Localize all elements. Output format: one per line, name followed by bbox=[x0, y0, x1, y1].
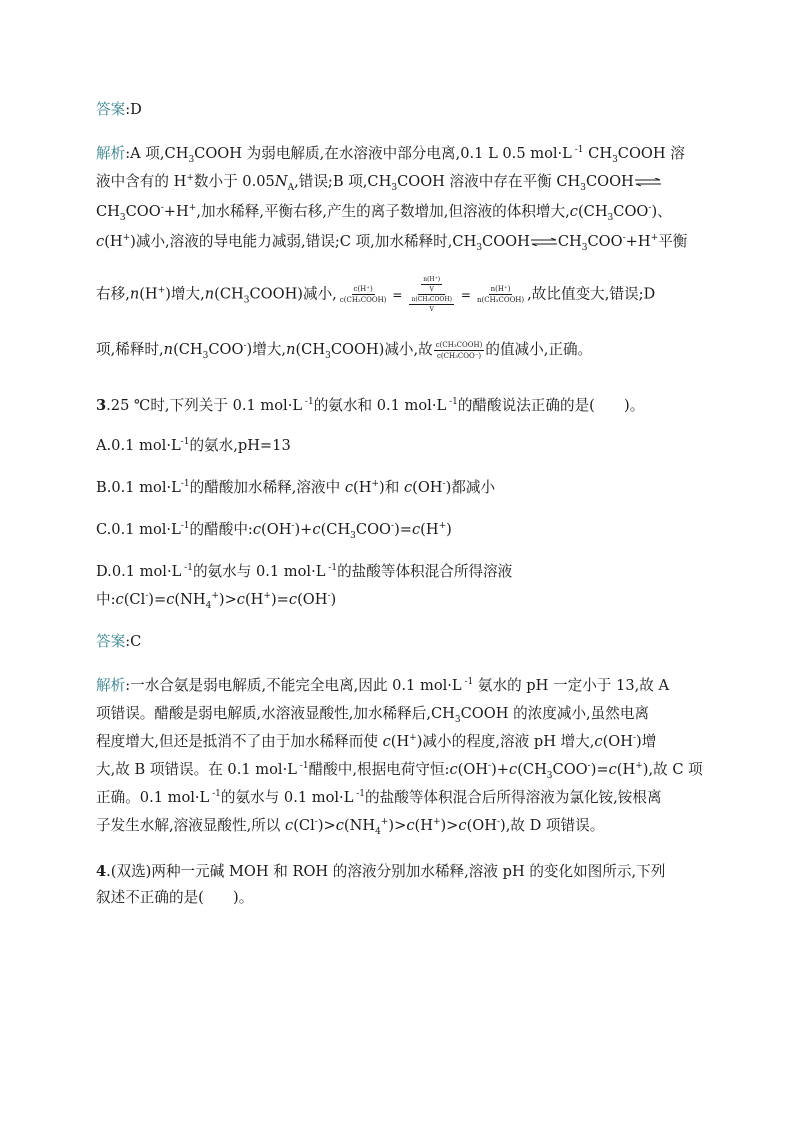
text: )和 bbox=[379, 479, 404, 496]
text: (H bbox=[353, 479, 372, 496]
text: .(双选)两种一元碱 MOH 和 ROH 的溶液分别加水稀释,溶液 pH 的变化如图所示,下列 bbox=[106, 863, 666, 880]
answer-value: :C bbox=[125, 633, 142, 650]
text: 大,故 B 项错误。在 0.1 mol·L bbox=[96, 761, 297, 778]
analysis-label: 解析 bbox=[96, 677, 126, 694]
text: (OH bbox=[466, 817, 497, 834]
sup: + bbox=[409, 733, 417, 744]
text: (OH bbox=[412, 479, 443, 496]
text: CH bbox=[96, 203, 120, 220]
text: 的醋酸加水稀释,溶液中 bbox=[189, 479, 345, 496]
text: )减小的程度,溶液 pH 增大, bbox=[416, 733, 595, 750]
text: :A 项,CH bbox=[125, 145, 189, 162]
text: 的氨水与 0.1 mol·L bbox=[192, 563, 326, 580]
text: c bbox=[594, 733, 603, 750]
text: 叙述不正确的是( )。 bbox=[96, 889, 254, 906]
q3-option-d-cont bbox=[96, 590, 336, 610]
sub: 4 bbox=[205, 600, 212, 611]
sup: - bbox=[442, 479, 446, 490]
sub: 3 bbox=[607, 212, 614, 223]
numerator: c(H⁺) bbox=[353, 285, 373, 293]
text: )+ bbox=[491, 761, 510, 778]
text: c bbox=[115, 591, 124, 608]
q3-analysis-line-4 bbox=[96, 760, 703, 780]
sup: -1 bbox=[180, 479, 190, 490]
text: c bbox=[288, 591, 298, 608]
inner-fraction bbox=[421, 276, 442, 293]
sub: 3 bbox=[188, 154, 195, 165]
text: (H bbox=[414, 817, 433, 834]
text: n bbox=[163, 341, 174, 358]
q2-analysis-line-4 bbox=[96, 232, 687, 252]
text: 平衡 bbox=[658, 233, 688, 250]
text: )= bbox=[148, 591, 167, 608]
text: 程度增大,但还是抵消不了由于加水稀释而使 bbox=[96, 733, 383, 750]
text: COOH 为弱电解质,在水溶液中部分电离,0.1 L 0.5 mol·L bbox=[194, 145, 572, 162]
text: (OH bbox=[297, 591, 328, 608]
q3-analysis-line-2 bbox=[96, 704, 649, 724]
fraction-4 bbox=[434, 341, 485, 360]
question-number: 3 bbox=[96, 397, 107, 414]
sup: -1 bbox=[325, 563, 338, 574]
text: COO bbox=[613, 203, 649, 220]
text: )> bbox=[440, 817, 459, 834]
answer-label: 答案 bbox=[96, 101, 126, 118]
denominator bbox=[406, 295, 456, 313]
text: )、 bbox=[651, 203, 672, 220]
sup: - bbox=[587, 761, 591, 772]
text: 正确。0.1 mol·L bbox=[96, 789, 210, 806]
denominator: n(CH₃COOH) bbox=[476, 296, 525, 304]
text: (H bbox=[139, 285, 158, 303]
text: n bbox=[204, 285, 215, 303]
sub: 3 bbox=[202, 350, 209, 361]
text: A.0.1 mol·L bbox=[96, 437, 181, 454]
text: )> bbox=[218, 591, 237, 608]
q3-option-d bbox=[96, 562, 512, 582]
text: B.0.1 mol·L bbox=[96, 479, 181, 496]
text: ),故 C 项 bbox=[642, 761, 703, 778]
text: c bbox=[335, 817, 344, 834]
sup: -1 bbox=[180, 521, 190, 532]
sup: + bbox=[186, 173, 194, 184]
q2-answer-line bbox=[96, 100, 142, 120]
text: (CH bbox=[295, 341, 326, 358]
text: )增大, bbox=[246, 341, 287, 358]
text: ,加水稀释,平衡右移,产生的离子数增加,但溶液的体积增大, bbox=[196, 203, 570, 220]
q3-option-a bbox=[96, 436, 291, 456]
equals: = bbox=[460, 287, 471, 302]
text: c bbox=[403, 479, 413, 496]
q2-analysis-line-1 bbox=[96, 144, 685, 164]
text: )增大, bbox=[165, 285, 205, 303]
sup: -1 bbox=[353, 789, 366, 800]
text: (CH bbox=[214, 285, 244, 303]
q2-analysis-line-6 bbox=[96, 338, 592, 362]
text: c bbox=[344, 479, 354, 496]
fraction-3 bbox=[475, 285, 526, 304]
q3-answer-line bbox=[96, 632, 141, 652]
sup: + bbox=[157, 285, 166, 296]
sup: - bbox=[243, 341, 247, 352]
sup: + bbox=[635, 761, 643, 772]
sup: -1 bbox=[302, 397, 314, 408]
text: COO bbox=[587, 233, 623, 250]
sup: + bbox=[263, 591, 271, 602]
sup: + bbox=[380, 817, 389, 828]
text: )减小,溶液的导电能力减弱,错误;C 项,加水稀释时,CH bbox=[130, 233, 477, 250]
text: c bbox=[166, 591, 175, 608]
text: COOH)减小, bbox=[249, 285, 337, 303]
text: CH bbox=[557, 233, 582, 250]
sup: -1 bbox=[209, 789, 221, 800]
sup: + bbox=[438, 521, 447, 532]
sup: - bbox=[622, 233, 626, 244]
text: COO bbox=[552, 761, 588, 778]
text: 子发生水解,溶液显酸性,所以 bbox=[96, 817, 286, 834]
sub: 3 bbox=[243, 295, 250, 306]
sup: - bbox=[488, 761, 492, 772]
text: 中: bbox=[96, 591, 116, 608]
denominator: V bbox=[429, 306, 434, 313]
q3-analysis-line-5 bbox=[96, 788, 662, 808]
equals: = bbox=[392, 287, 403, 302]
sub: 3 bbox=[581, 242, 588, 253]
avogadro: N bbox=[274, 173, 288, 190]
q3-option-c bbox=[96, 520, 452, 540]
sup: - bbox=[327, 591, 331, 602]
text: COO bbox=[208, 341, 244, 358]
sup: - bbox=[291, 521, 295, 532]
text: c bbox=[285, 817, 294, 834]
q3-analysis-line-6 bbox=[96, 816, 604, 836]
text: (CH bbox=[320, 521, 351, 538]
text: c bbox=[96, 233, 105, 250]
text: c bbox=[569, 203, 578, 220]
sub: 3 bbox=[325, 350, 331, 361]
text: 的氨水,pH=13 bbox=[189, 437, 291, 454]
text: (CH bbox=[577, 203, 608, 220]
text: c bbox=[252, 521, 262, 538]
numerator bbox=[418, 276, 445, 295]
text: (H bbox=[420, 521, 439, 538]
text: .25 ℃时,下列关于 0.1 mol·L bbox=[106, 397, 303, 414]
q3-option-b bbox=[96, 478, 495, 498]
text: c bbox=[406, 817, 415, 834]
sup: + bbox=[371, 479, 379, 490]
text: (H bbox=[390, 733, 410, 750]
equilibrium-arrow-icon bbox=[531, 238, 557, 246]
sup: + bbox=[432, 817, 441, 828]
q3-analysis-line-3 bbox=[96, 732, 656, 752]
sup: + bbox=[650, 233, 659, 244]
text: c bbox=[382, 733, 391, 750]
sup: - bbox=[648, 203, 652, 214]
text: )> bbox=[317, 817, 336, 834]
q4-stem-line-2 bbox=[96, 888, 253, 908]
text: 的氨水与 0.1 mol·L bbox=[220, 789, 354, 806]
sup: -1 bbox=[181, 563, 193, 574]
text: n bbox=[286, 341, 296, 358]
text: 的醋酸中: bbox=[189, 521, 253, 538]
sup: + bbox=[122, 233, 131, 244]
text: 的醋酸说法正确的是( )。 bbox=[457, 397, 645, 414]
text: COOH bbox=[482, 233, 530, 250]
text: 液中含有的 H bbox=[96, 173, 187, 190]
text: ) bbox=[446, 521, 452, 538]
text: COOH 溶 bbox=[617, 145, 685, 162]
text: c bbox=[449, 761, 458, 778]
text: COOH 的浓度减小,虽然电离 bbox=[460, 705, 650, 722]
text: (H bbox=[616, 761, 636, 778]
sub: 3 bbox=[546, 770, 553, 781]
text: ),故 D 项错误。 bbox=[500, 817, 605, 834]
text: :一水合氨是弱电解质,不能完全电离,因此 0.1 mol·L bbox=[125, 677, 462, 694]
text: (OH bbox=[261, 521, 292, 538]
text: 右移, bbox=[96, 285, 130, 303]
q3-stem bbox=[96, 396, 644, 416]
text: +H bbox=[625, 233, 651, 250]
text: COOH)减小,故 bbox=[330, 341, 433, 358]
text: ,故比值变大,错误;D bbox=[527, 285, 656, 303]
q2-analysis-line-5 bbox=[96, 276, 655, 313]
text: )= bbox=[394, 521, 412, 538]
inner-fraction bbox=[409, 296, 453, 313]
sub: A bbox=[287, 182, 295, 193]
sup: + bbox=[211, 591, 219, 602]
text: )> bbox=[388, 817, 407, 834]
text: (Cl bbox=[293, 817, 315, 834]
q4-stem-line-1 bbox=[96, 862, 665, 882]
sup: -1 bbox=[180, 437, 190, 448]
fraction-1 bbox=[338, 285, 389, 304]
sub: 3 bbox=[580, 182, 586, 193]
numerator: n(H⁺) bbox=[490, 285, 511, 293]
text: COOH bbox=[585, 173, 634, 190]
text: c bbox=[411, 521, 421, 538]
fraction-2 bbox=[406, 276, 456, 313]
text: COO bbox=[355, 521, 392, 538]
text: C.0.1 mol·L bbox=[96, 521, 181, 538]
text: c bbox=[458, 817, 467, 834]
sup: -1 bbox=[461, 677, 474, 688]
text: 的值减小,正确。 bbox=[485, 341, 593, 358]
sup: - bbox=[632, 733, 637, 744]
sub: 3 bbox=[454, 714, 461, 725]
sub: 4 bbox=[375, 826, 381, 837]
text: 的盐酸等体积混合所得溶液 bbox=[337, 563, 513, 580]
sup: - bbox=[391, 521, 395, 532]
text: (NH bbox=[174, 591, 206, 608]
q2-analysis-line-2 bbox=[96, 172, 662, 192]
sup: -1 bbox=[296, 761, 309, 772]
text: )= bbox=[590, 761, 609, 778]
equilibrium-arrow-icon bbox=[635, 178, 661, 186]
numerator: n(H⁺) bbox=[423, 276, 441, 283]
sub: 3 bbox=[119, 212, 126, 223]
text: (Cl bbox=[123, 591, 146, 608]
text: )= bbox=[270, 591, 289, 608]
text: (OH bbox=[602, 733, 633, 750]
text: (CH bbox=[173, 341, 203, 358]
text: 数小于 0.05 bbox=[193, 173, 275, 190]
text: )都减小 bbox=[445, 479, 496, 496]
sub: 3 bbox=[612, 154, 618, 165]
text: (H bbox=[244, 591, 264, 608]
text: 的氨水和 0.1 mol·L bbox=[313, 397, 447, 414]
text: c bbox=[509, 761, 518, 778]
numerator: n(CH₃COOH) bbox=[411, 296, 452, 303]
q3-analysis-line-1 bbox=[96, 676, 669, 696]
sup: - bbox=[496, 817, 501, 828]
denominator: c(CH₃COO⁻) bbox=[436, 351, 482, 360]
text: n bbox=[129, 285, 140, 303]
text: (NH bbox=[343, 817, 376, 834]
sub: 3 bbox=[350, 530, 356, 541]
text: 醋酸中,根据电荷守恒: bbox=[308, 761, 450, 778]
text: (OH bbox=[457, 761, 489, 778]
sup: - bbox=[314, 817, 318, 828]
text: c bbox=[312, 521, 321, 538]
text: 项,稀释时, bbox=[96, 341, 164, 358]
sup: - bbox=[145, 591, 149, 602]
q2-analysis-line-3 bbox=[96, 202, 672, 222]
text: )增 bbox=[636, 733, 657, 750]
text: COO bbox=[125, 203, 161, 220]
text: D.0.1 mol·L bbox=[96, 563, 182, 580]
sub: 3 bbox=[476, 242, 483, 253]
text: c bbox=[608, 761, 617, 778]
analysis-label: 解析 bbox=[96, 145, 126, 162]
text: (H bbox=[104, 233, 123, 250]
answer-label: 答案 bbox=[96, 633, 126, 650]
denominator: c(CH₃COOH) bbox=[339, 296, 387, 304]
text: CH bbox=[583, 145, 613, 162]
sup: - bbox=[160, 203, 164, 214]
text: +H bbox=[163, 203, 189, 220]
text: ) bbox=[330, 591, 337, 608]
text: (CH bbox=[517, 761, 547, 778]
sup: -1 bbox=[571, 145, 584, 156]
denominator: V bbox=[429, 286, 434, 293]
text: 氨水的 pH 一定小于 13,故 A bbox=[473, 677, 670, 694]
text: 项错误。醋酸是弱电解质,水溶液显酸性,加水稀释后,CH bbox=[96, 705, 455, 722]
sub: 3 bbox=[391, 182, 398, 193]
text: ,错误;B 项,CH bbox=[294, 173, 392, 190]
text: c bbox=[236, 591, 245, 608]
text: )+ bbox=[294, 521, 313, 538]
question-number: 4 bbox=[96, 863, 107, 880]
text: 的盐酸等体积混合后所得溶液为氯化铵,铵根离 bbox=[365, 789, 662, 806]
sup: + bbox=[188, 203, 197, 214]
answer-value: :D bbox=[125, 101, 142, 118]
numerator: c(CH₃COOH) bbox=[435, 340, 483, 349]
text: COOH 溶液中存在平衡 CH bbox=[397, 173, 581, 190]
sup: -1 bbox=[446, 397, 458, 408]
